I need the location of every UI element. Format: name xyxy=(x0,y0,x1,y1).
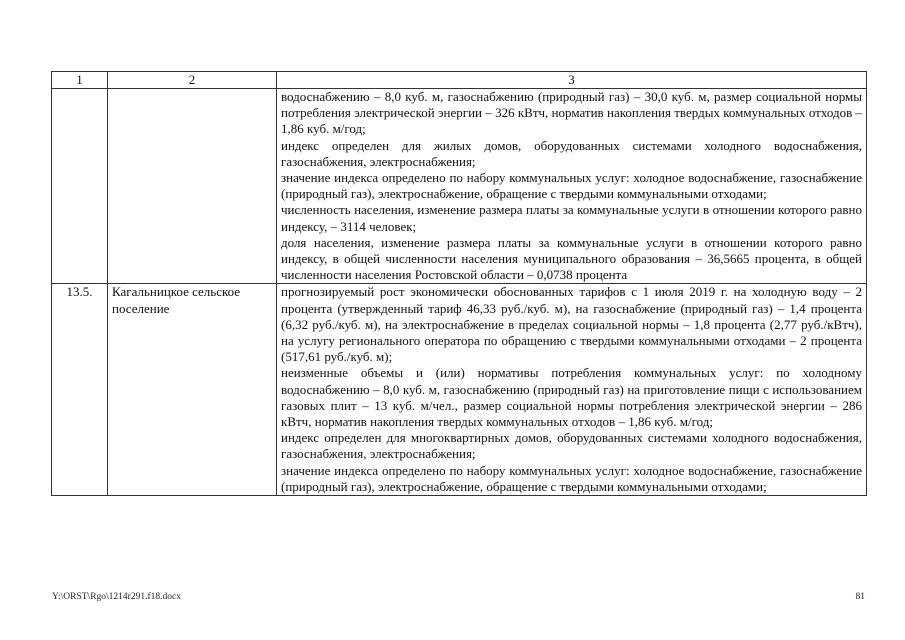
table-row-continuation xyxy=(52,89,867,284)
header-col-3: 3 xyxy=(277,72,867,89)
footer-file-path: Y:\ORST\Rgo\1214r291.f18.docx xyxy=(52,592,181,602)
row-name-cell xyxy=(108,89,277,284)
paragraph: значение индекса определено по набору коммунальных услуг: холодное водоснабжение, газоснабжение (природный газ), электроснабжение, обращение с твердыми коммунальными отходами; xyxy=(281,170,862,202)
paragraph: доля населения, изменение размера платы за коммунальные услуги в отношении которого равно индексу, в общей численности населения муниципального образования – 36,5665 процента, в общей численности населения Ростовской области – 0,0738 процента xyxy=(281,234,862,283)
paragraph: индекс определен для многоквартирных домов, оборудованных системами холодного водоснабжения, газоснабжения, электроснабжения; xyxy=(281,430,862,462)
tariff-table xyxy=(51,71,867,496)
paragraph: водоснабжению – 8,0 куб. м, газоснабжению (природный газ) – 30,0 куб. м, размер социальной нормы потребления электрической энергии – 326 кВтч, норматив накопления твердых коммунальных отходов – 1,86 куб. м/год; xyxy=(281,89,862,137)
paragraph: прогнозируемый рост экономически обоснованных тарифов с 1 июля 2019 г. на холодную воду – 2 процента (утвержденный тариф 46,33 руб./куб. м), на газоснабжение (природный газ) – 1,4 процента (6,32 руб./куб. м), на электроснабжение в пределах социальной нормы – 1,8 процента (2,77 руб./кВтч), на услугу регионального оператора по обращению с твердыми коммунальными отходами – 2 процента (517,61 руб./куб. м); xyxy=(281,284,862,365)
footer-page-number: 81 xyxy=(855,592,865,602)
row-number-cell xyxy=(52,89,108,284)
row-number-cell: 13.5. xyxy=(52,284,108,496)
header-col-2: 2 xyxy=(108,72,277,89)
paragraph: численность населения, изменение размера платы за коммунальные услуги в отношении которого равно индексу, – 3114 человек; xyxy=(281,202,862,234)
paragraph: индекс определен для жилых домов, оборудованных системами холодного водоснабжения, газоснабжения, электроснабжения; xyxy=(281,137,862,169)
row-name-cell: Кагальницкое сельское поселение xyxy=(108,284,277,496)
header-col-1: 1 xyxy=(52,72,108,89)
paragraph: неизменные объемы и (или) нормативы потребления коммунальных услуг: по холодному водоснабжению – 8,0 куб. м, газоснабжению (природный газ) на приготовление пищи с использованием газовых плит – 13 куб. м/чел., размер социальной нормы потребления электрической энергии – 286 кВтч, норматив накопления твердых коммунальных отходов – 1,86 куб. м/год; xyxy=(281,365,862,430)
row-description-cell xyxy=(277,89,867,284)
row-description-cell xyxy=(277,284,867,496)
paragraph: значение индекса определено по набору коммунальных услуг: холодное водоснабжение, газоснабжение (природный газ), электроснабжение, обращение с твердыми коммунальными отходами; xyxy=(281,462,862,494)
table-header-row xyxy=(52,72,867,89)
table-row-13-5 xyxy=(52,284,867,496)
